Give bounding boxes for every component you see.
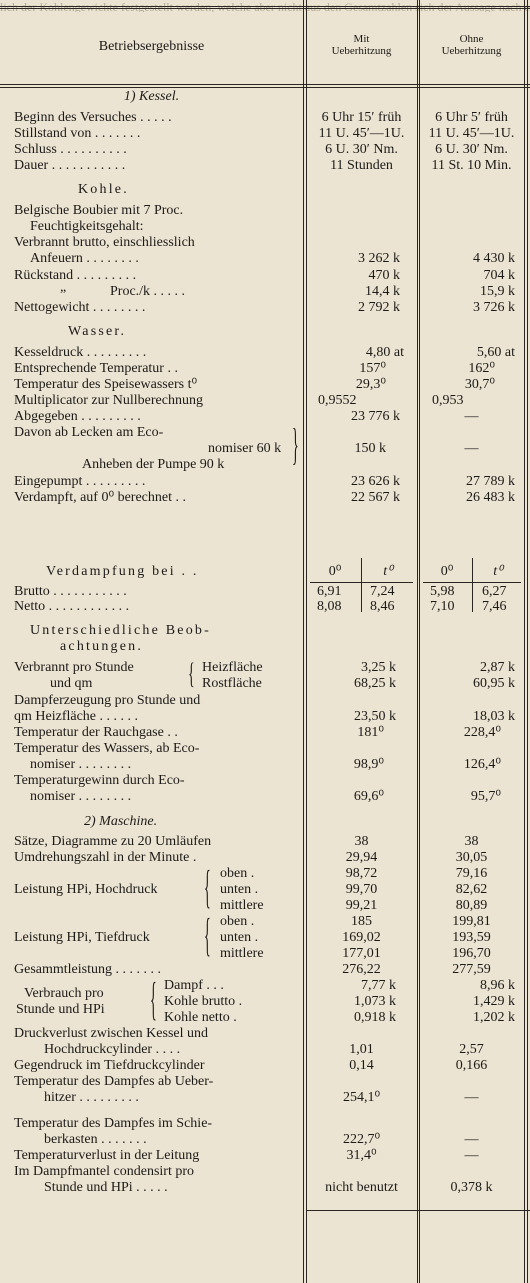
verdampfung-head: t⁰ [383,564,393,579]
section-heading: 2) Maschine. [84,814,158,829]
cell-b: 196,70 [452,946,491,961]
cell-a1: 8,08 [317,599,342,614]
header-rule [0,84,530,85]
cell-a: 29,3⁰ [355,377,386,392]
cell-a: 3,25 k [361,660,396,675]
column-rule [527,0,528,1283]
row-label: Sätze, Diagramme zu 20 Umläufen [14,834,212,849]
row-label: Umdrehungszahl in der Minute . [14,850,197,865]
cell-b: 60,95 k [473,676,515,691]
cell-a: 3 262 k [358,251,400,266]
cell-b: 1,429 k [473,994,515,1009]
table-rule-top [0,6,530,7]
row-label: Brutto . . . . . . . . . . . [14,584,127,599]
row-label: nomiser . . . . . . . . [30,757,132,772]
column-rule [417,0,418,1283]
row-label: Temperatur des Dampfes im Schie- [14,1116,213,1131]
row-label: Netto . . . . . . . . . . . . [14,599,130,614]
verdampfung-head: 0⁰ [328,564,342,579]
cell-b: — [464,1148,479,1163]
cell-b: 6 U. 30′ Nm. [435,142,508,157]
cell-a: 99,21 [345,898,378,913]
row-label: hitzer . . . . . . . . . [44,1090,139,1105]
cell-a: 470 k [368,268,400,283]
row-label: Leistung HPi, Hochdruck [14,882,158,897]
row-label: qm Heizfläche . . . . . . [14,709,139,724]
cell-a: 0,14 [349,1058,374,1073]
header-col-a: Mit [353,33,370,45]
cell-b: 193,59 [452,930,491,945]
cell-b: 38 [464,834,479,849]
row-label: Anheben der Pumpe 90 k [82,457,225,472]
cell-a: 98,72 [345,866,378,881]
cell-a: 23 626 k [351,474,400,489]
row-label: Nettogewicht . . . . . . . . [14,300,146,315]
cell-b: 6 Uhr 5′ früh [435,110,508,125]
cell-a: 23 776 k [351,409,400,424]
cell-a: 6 U. 30′ Nm. [325,142,398,157]
row-sublabel: Heizfläche [202,660,263,675]
cell-a: 98,9⁰ [353,757,384,772]
cell-b: 228,4⁰ [463,725,501,740]
row-label: Schluss . . . . . . . . . . [14,142,127,157]
cell-b: 79,16 [455,866,488,881]
header-col-a: Ueberhitzung [331,45,392,57]
row-label: Temperaturverlust in der Leitung [14,1148,200,1163]
row-label: Verbrannt brutto, einschliesslich [14,235,195,250]
cell-b: 277,59 [452,962,491,977]
cell-a: 29,94 [345,850,378,865]
cell-a: 254,1⁰ [342,1090,381,1105]
row-label: Temperatur des Wassers, ab Eco- [14,741,200,756]
row-sublabel: Kohle netto . [164,1010,237,1025]
cell-b: 3 726 k [473,300,515,315]
row-label: Gesammtleistung . . . . . . . [14,962,161,977]
row-label: Temperatur der Rauchgase . . [14,725,178,740]
cell-a: 4,80 at [365,345,404,360]
cell-b: 4 430 k [473,251,515,266]
row-sublabel: Kohle brutto . [164,994,243,1009]
cell-a: 7,77 k [361,978,396,993]
row-label: Stunde und HPi . . . . . [44,1180,168,1195]
brace-icon: { [204,914,211,964]
cell-a: 38 [354,834,369,849]
cell-b: 27 789 k [466,474,515,489]
row-label: Belgische Boubier mit 7 Proc. [14,203,184,218]
row-label: Stillstand von . . . . . . . [14,126,141,141]
cell-b: 30,05 [455,850,488,865]
row-sublabel: Rostfläche [202,676,262,691]
cell-a2: 8,46 [370,599,395,614]
cell-a: 68,25 k [354,676,396,691]
cell-b: 95,7⁰ [470,789,501,804]
cell-b2: 6,27 [482,584,507,599]
cell-b: 11 St. 10 Min. [431,158,512,173]
row-label: Hochdruckcylinder . . . . [44,1042,181,1057]
ditto-mark: „ [60,280,67,295]
row-label: Im Dampfmantel condensirt pro [14,1164,195,1179]
column-rule [524,0,525,1283]
row-label: Eingepumpt . . . . . . . . . [14,474,146,489]
cell-b2: 7,46 [482,599,507,614]
subsection-heading: Unterschiedliche Beob- [30,623,211,638]
cell-b: 15,9 k [480,284,515,299]
cell-b: 82,62 [455,882,488,897]
cell-b: — [464,441,479,456]
row-label: nomiser 60 k [208,441,282,456]
cell-b: — [464,1090,479,1105]
header-col-b: Ueberhitzung [441,45,502,57]
table-rule-bottom [306,1210,530,1211]
cell-b: 2,87 k [480,660,515,675]
subsection-heading: Wasser. [68,324,127,339]
row-label: Kesseldruck . . . . . . . . . [14,345,147,360]
verdampfung-head: t⁰ [493,564,503,579]
cell-a: 150 k [354,441,386,456]
row-sublabel: mittlere [220,946,264,961]
row-label: Leistung HPi, Tiefdruck [14,930,150,945]
header-rule [0,87,530,88]
row-label: Stunde und HPi [16,1002,105,1017]
row-label: Feuchtigkeitsgehalt: [30,219,144,234]
cell-a: 6 Uhr 15′ früh [321,110,402,125]
cell-b: 5,60 at [476,345,515,360]
row-label: Temperatur des Dampfes ab Ueber- [14,1074,214,1089]
cell-b: 80,89 [455,898,488,913]
row-sublabel: unten . [220,882,259,897]
cell-b: 26 483 k [466,490,515,505]
row-label: Druckverlust zwischen Kessel und [14,1026,209,1041]
cell-a: 1,073 k [354,994,396,1009]
row-label: Temperaturgewinn durch Eco- [14,773,185,788]
row-label: Proc./k . . . . . [110,284,186,299]
row-label: und qm [50,676,93,691]
cell-a: 11 Stunden [330,158,393,173]
cell-b: 126,4⁰ [463,757,501,772]
cell-b: 0,378 k [450,1180,493,1195]
cell-b1: 7,10 [430,599,455,614]
row-label: berkasten . . . . . . . [44,1132,147,1147]
cell-a: 23,50 k [354,709,396,724]
cell-a: 31,4⁰ [346,1148,377,1163]
brace-icon: } [292,424,299,472]
row-label: Multiplicator zur Nullberechnung [14,393,203,408]
cell-b: 199,81 [452,914,491,929]
cell-a: 181⁰ [357,725,384,740]
row-label: Entsprechende Temperatur . . [14,361,178,376]
cell-b: 0,166 [455,1058,488,1073]
cell-b: — [464,1132,479,1147]
cell-a: 222,7⁰ [342,1132,381,1147]
cell-a: 0,918 k [354,1010,396,1025]
cell-a: 2 792 k [358,300,400,315]
cell-a: 276,22 [342,962,381,977]
brace-icon: { [150,978,157,1028]
row-label: Anfeuern . . . . . . . . [30,251,139,266]
cell-a: 99,70 [345,882,378,897]
cell-a: 177,01 [342,946,381,961]
subsection-heading: Kohle. [78,182,129,197]
section-heading: 1) Kessel. [123,89,180,104]
row-label: Dampferzeugung pro Stunde und [14,693,201,708]
row-label: Rückstand . . . . . . . . . [14,268,137,283]
row-sublabel: oben . [220,914,255,929]
header-col-b: Ohne [459,33,484,45]
cell-a: 185 [351,914,372,929]
cell-a: 157⁰ [359,361,386,376]
row-label: Gegendruck im Tiefdruckcylinder [14,1058,205,1073]
cell-a: 14,4 k [365,284,400,299]
cell-b: 162⁰ [468,361,495,376]
row-sublabel: unten . [220,930,259,945]
row-label: Verdampft, auf 0⁰ berechnet . . [14,490,186,505]
table-rule-top [0,8,530,9]
row-label: Dauer . . . . . . . . . . . [14,158,126,173]
cell-b: — [464,409,479,424]
cell-b: 2,57 [459,1042,484,1057]
row-label: Verbrannt pro Stunde [14,660,134,675]
row-label: Temperatur des Speisewassers t⁰ [14,377,198,392]
row-label: Abgegeben . . . . . . . . . [14,409,141,424]
cell-b: 0,953 [432,393,464,408]
row-sublabel: mittlere [220,898,264,913]
cell-a: 169,02 [342,930,381,945]
row-label: nomiser . . . . . . . . [30,789,132,804]
cell-b: 11 U. 45′—1U. [428,126,515,141]
cell-a: 69,6⁰ [353,789,384,804]
cell-b: 1,202 k [473,1010,515,1025]
brace-icon: { [188,660,195,692]
subsection-heading: achtungen. [60,639,144,654]
cell-b: 18,03 k [473,709,515,724]
cell-a: nicht benutzt [325,1180,398,1195]
cell-b: 30,7⁰ [464,377,495,392]
brace-icon: { [204,866,211,916]
row-label: Verbrauch pro [24,986,104,1001]
cell-a: 1,01 [349,1042,374,1057]
row-label: Beginn des Versuches . . . . . [14,110,172,125]
cell-b: 704 k [483,268,515,283]
row-sublabel: oben . [220,866,255,881]
cell-a: 11 U. 45′—1U. [318,126,405,141]
subsection-heading: Verdampfung bei . . [46,564,199,579]
header-title: Betriebsergebnisse [98,39,205,54]
verdampfung-head: 0⁰ [440,564,454,579]
cell-a: 0,9552 [318,393,357,408]
cell-b1: 5,98 [430,584,455,599]
cell-a: 22 567 k [351,490,400,505]
cell-a2: 7,24 [370,584,395,599]
row-label: Davon ab Lecken am Eco- [14,425,164,440]
column-rule [303,0,304,1283]
cell-b: 8,96 k [480,978,515,993]
cell-a1: 6,91 [317,584,342,599]
row-sublabel: Dampf . . . [164,978,224,993]
